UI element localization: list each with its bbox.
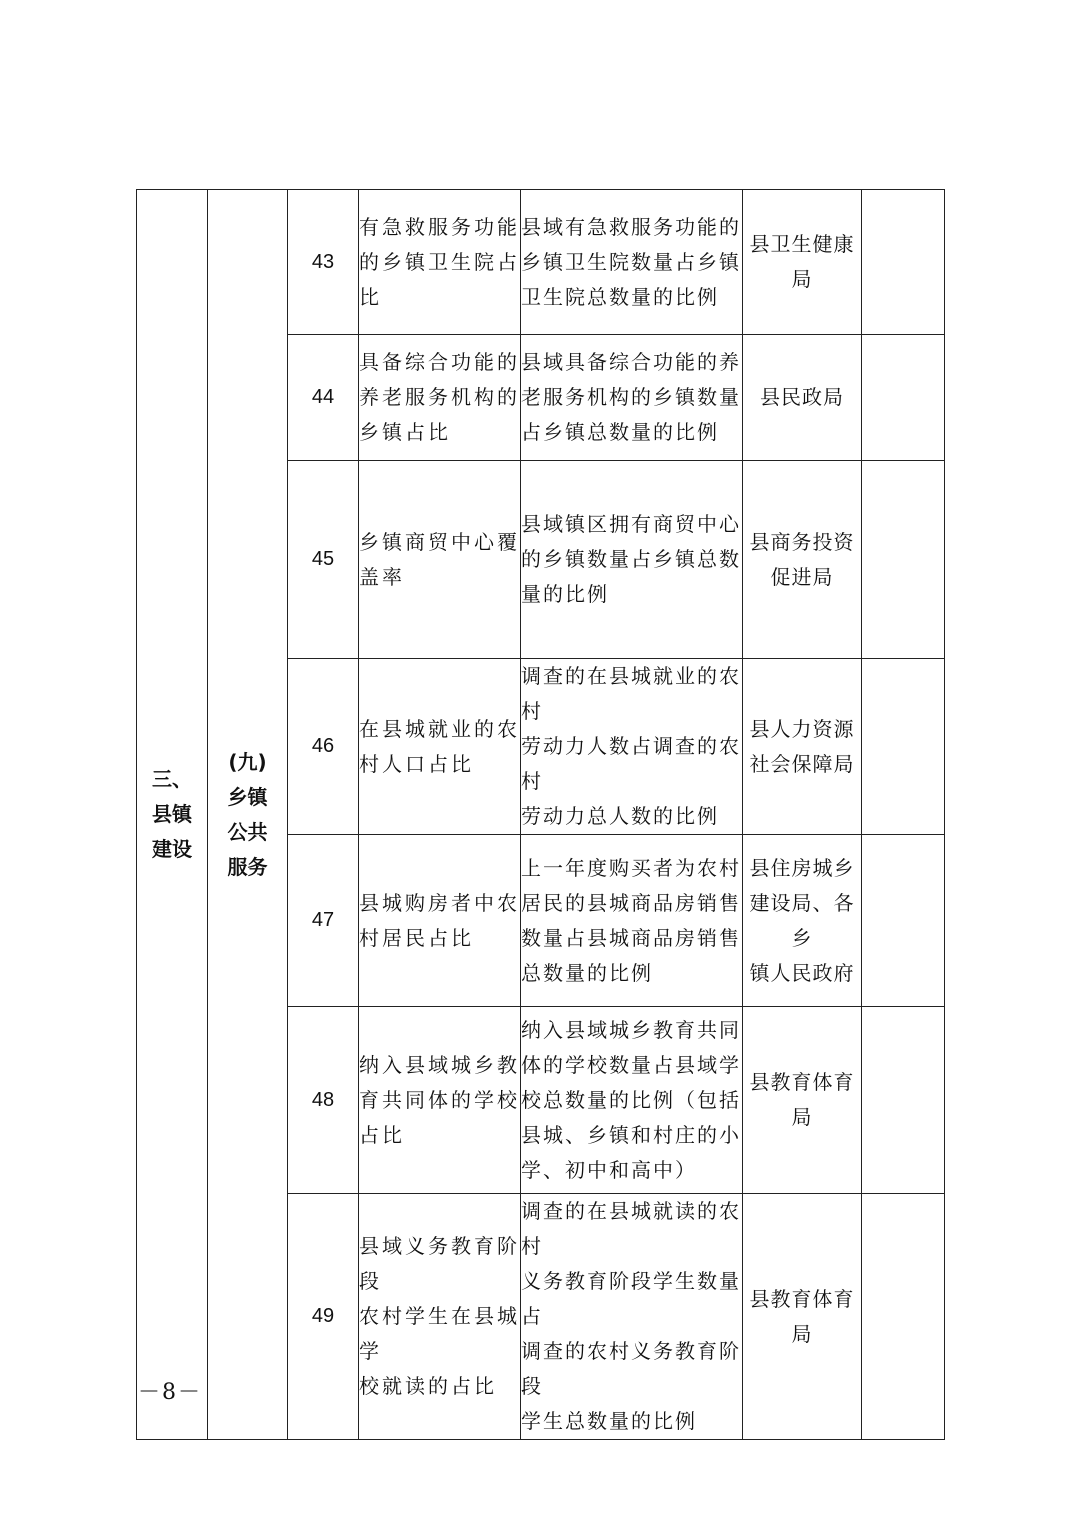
- indicator-name: [359, 1194, 521, 1440]
- responsible-department: [743, 1194, 862, 1440]
- indicator-number: 46: [288, 659, 359, 835]
- indicator-table: [136, 189, 945, 1440]
- indicator-name: [359, 335, 521, 461]
- indicator-description-line: 卫生院总数量的比例: [521, 284, 719, 309]
- indicator-description: [521, 461, 743, 659]
- responsible-department: [743, 335, 862, 461]
- indicator-name-line: 的乡镇卫生院占: [359, 249, 520, 274]
- indicator-description: [521, 1194, 743, 1440]
- indicator-description-line: 占乡镇总数量的比例: [521, 420, 719, 444]
- indicator-number: 47: [288, 835, 359, 1007]
- indicator-name-line: 在县城就业的农: [359, 716, 520, 741]
- indicator-name-line: 校就读的占比: [359, 1374, 497, 1398]
- indicator-description-line: 调查的在县城就读的农村: [521, 1199, 741, 1258]
- indicator-description-line: 学生总数量的比例: [521, 1409, 697, 1433]
- subcategory-cell: [208, 190, 288, 1440]
- indicator-name-line: 农村学生在县城学: [359, 1304, 520, 1363]
- category-cell-line: 县镇: [152, 802, 192, 826]
- category-cell: [137, 190, 208, 1440]
- indicator-name-line: 县城购房者中农: [359, 890, 520, 915]
- indicator-description-line: 居民的县城商品房销售: [521, 890, 741, 915]
- responsible-department-line: 建设局、各乡: [749, 890, 855, 950]
- remarks-cell: [862, 1194, 945, 1440]
- responsible-department: [743, 190, 862, 335]
- indicator-name-line: 占比: [359, 1122, 405, 1147]
- indicator-description-line: 调查的在县城就业的农村: [521, 664, 741, 723]
- indicator-description-line: 总数量的比例: [521, 960, 653, 985]
- remarks-cell: [862, 335, 945, 461]
- indicator-name-line: 养老服务机构的: [359, 385, 520, 409]
- indicator-number: 49: [288, 1194, 359, 1440]
- responsible-department-line: 县卫生健康局: [749, 232, 855, 291]
- remarks-cell: [862, 1007, 945, 1194]
- indicator-name: [359, 461, 521, 659]
- indicator-description-line: 数量占县城商品房销售: [521, 925, 741, 950]
- responsible-department-line: 县商务投资: [749, 529, 855, 554]
- indicator-description-line: 劳动力总人数的比例: [521, 804, 719, 828]
- responsible-department-line: 促进局: [770, 564, 834, 589]
- category-cell-line: 建设: [152, 837, 192, 861]
- indicator-description: [521, 835, 743, 1007]
- indicator-description-line: 体的学校数量占县域学: [521, 1052, 741, 1077]
- responsible-department-line: 县住房城乡: [749, 855, 855, 880]
- table-row: [137, 190, 945, 335]
- indicator-description-line: 县域具备综合功能的养: [521, 350, 741, 374]
- indicator-description-line: 的乡镇数量占乡镇总数: [521, 547, 741, 571]
- remarks-cell: [862, 461, 945, 659]
- indicator-number: 44: [288, 335, 359, 461]
- indicator-description-line: 纳入县域城乡教育共同: [521, 1017, 741, 1042]
- remarks-cell: [862, 835, 945, 1007]
- indicator-description: [521, 335, 743, 461]
- indicator-name-line: 比: [359, 284, 382, 309]
- subcategory-cell-line: (九): [228, 749, 267, 774]
- indicator-name-line: 盖率: [359, 564, 405, 589]
- responsible-department: [743, 659, 862, 835]
- indicator-number: 45: [288, 461, 359, 659]
- subcategory-cell-line: 服务: [227, 854, 268, 879]
- page-number: －8－: [138, 1380, 202, 1405]
- indicator-name-line: 具备综合功能的: [359, 350, 520, 374]
- category-cell-line: 三、: [152, 767, 192, 791]
- indicator-description-line: 学、初中和高中）: [521, 1157, 697, 1182]
- responsible-department-line: 镇人民政府: [749, 960, 855, 985]
- indicator-description: [521, 190, 743, 335]
- responsible-department: [743, 461, 862, 659]
- indicator-description-line: 县域镇区拥有商贸中心: [521, 512, 741, 536]
- indicator-name-line: 县域义务教育阶段: [359, 1234, 520, 1293]
- remarks-cell: [862, 190, 945, 335]
- indicator-name-line: 乡镇商贸中心覆: [359, 529, 520, 554]
- indicator-description-line: 县域有急救服务功能的: [521, 214, 741, 239]
- subcategory-cell-line: 乡镇: [227, 784, 268, 809]
- responsible-department: [743, 835, 862, 1007]
- indicator-name: [359, 659, 521, 835]
- indicator-name: [359, 190, 521, 335]
- indicator-description: [521, 1007, 743, 1194]
- responsible-department-line: 县人力资源: [749, 716, 855, 741]
- indicator-description-line: 县城、乡镇和村庄的小: [521, 1122, 741, 1147]
- subcategory-cell-line: 公共: [227, 819, 268, 844]
- indicator-number: 43: [288, 190, 359, 335]
- indicator-description-line: 上一年度购买者为农村: [521, 855, 741, 880]
- indicator-description-line: 量的比例: [521, 582, 609, 606]
- indicator-number: 48: [288, 1007, 359, 1194]
- indicator-description-line: 调查的农村义务教育阶段: [521, 1339, 741, 1398]
- indicator-name: [359, 1007, 521, 1194]
- indicator-name-line: 村居民占比: [359, 925, 474, 950]
- responsible-department-line: 社会保障局: [749, 751, 855, 776]
- indicator-name-line: 纳入县域城乡教: [359, 1052, 520, 1077]
- remarks-cell: [862, 659, 945, 835]
- indicator-description-line: 乡镇卫生院数量占乡镇: [521, 249, 741, 274]
- responsible-department-line: 县教育体育局: [749, 1286, 855, 1346]
- indicator-description-line: 老服务机构的乡镇数量: [521, 385, 741, 409]
- indicator-name-line: 村人口占比: [359, 751, 474, 776]
- responsible-department-line: 县民政局: [760, 385, 844, 409]
- indicator-description-line: 义务教育阶段学生数量占: [521, 1269, 741, 1328]
- indicator-name-line: 有急救服务功能: [359, 214, 520, 239]
- responsible-department: [743, 1007, 862, 1194]
- indicator-name-line: 育共同体的学校: [359, 1087, 520, 1112]
- indicator-description: [521, 659, 743, 835]
- indicator-description-line: 劳动力人数占调查的农村: [521, 734, 741, 793]
- indicator-name-line: 乡镇占比: [359, 420, 451, 444]
- indicator-name: [359, 835, 521, 1007]
- responsible-department-line: 县教育体育局: [749, 1070, 855, 1129]
- indicator-description-line: 校总数量的比例（包括: [521, 1087, 741, 1112]
